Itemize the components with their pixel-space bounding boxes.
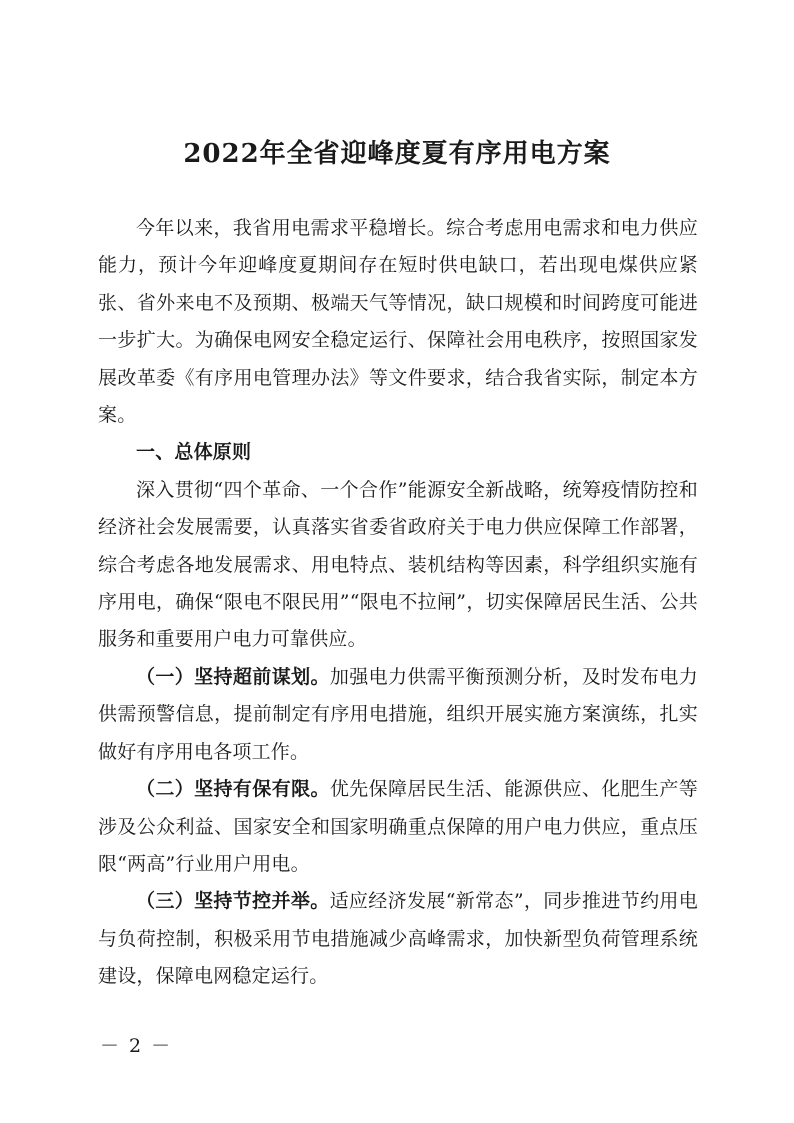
principle-item-1-lead: （一）坚持超前谋划。: [136, 665, 330, 688]
principle-item-2-lead: （二）坚持有保有限。: [136, 778, 330, 801]
principles-paragraph: 深入贯彻“四个革命、一个合作”能源安全新战略，统筹疫情防控和经济社会发展需要，认真落实省委省政府关于电力供应保障工作部署，综合考虑各地发展需求、用电特点、装机结构等因素，科学组织实施有序用电，确保“限电不限民用”“限电不拉闸”，切实保障居民生活、公共服务和重要用户电力可靠供应。: [98, 478, 698, 651]
section-heading-principles: 一、总体原则: [136, 441, 252, 464]
page-number: － 2 －: [100, 1035, 173, 1057]
principle-item-1: [98, 659, 698, 771]
principle-item-1-text: 加强电力供需平衡预测分析，及时发布电力供需预警信息，提前制定有序用电措施，组织开展实施方案演练，扎实做好有序用电各项工作。: [98, 665, 698, 763]
principle-item-2: [98, 771, 698, 883]
principle-item-3-text: 适应经济发展“新常态”，同步推进节约用电与负荷控制，积极采用节电措施减少高峰需求，加快新型负荷管理系统建设，保障电网稳定运行。: [98, 890, 698, 988]
page-title: 2022年全省迎峰度夏有序用电方案: [183, 139, 611, 169]
principle-item-2-text: 优先保障居民生活、能源供应、化肥生产等涉及公众利益、国家安全和国家明确重点保障的用户电力供应，重点压限“两高”行业用户用电。: [98, 778, 698, 875]
principle-item-3: [98, 883, 698, 995]
intro-paragraph: 今年以来，我省用电需求平稳增长。综合考虑用电需求和电力供应能力，预计今年迎峰度夏期间存在短时供电缺口，若出现电煤供应紧张、省外来电不及预期、极端天气等情况，缺口规模和时间跨度可能进一步扩大。为确保电网安全稳定运行、保障社会用电秩序，按照国家发展改革委《有序用电管理办法》等文件要求，结合我省实际，制定本方案。: [98, 217, 698, 427]
principle-item-3-lead: （三）坚持节控并举。: [136, 890, 330, 913]
document-body: [98, 210, 698, 996]
